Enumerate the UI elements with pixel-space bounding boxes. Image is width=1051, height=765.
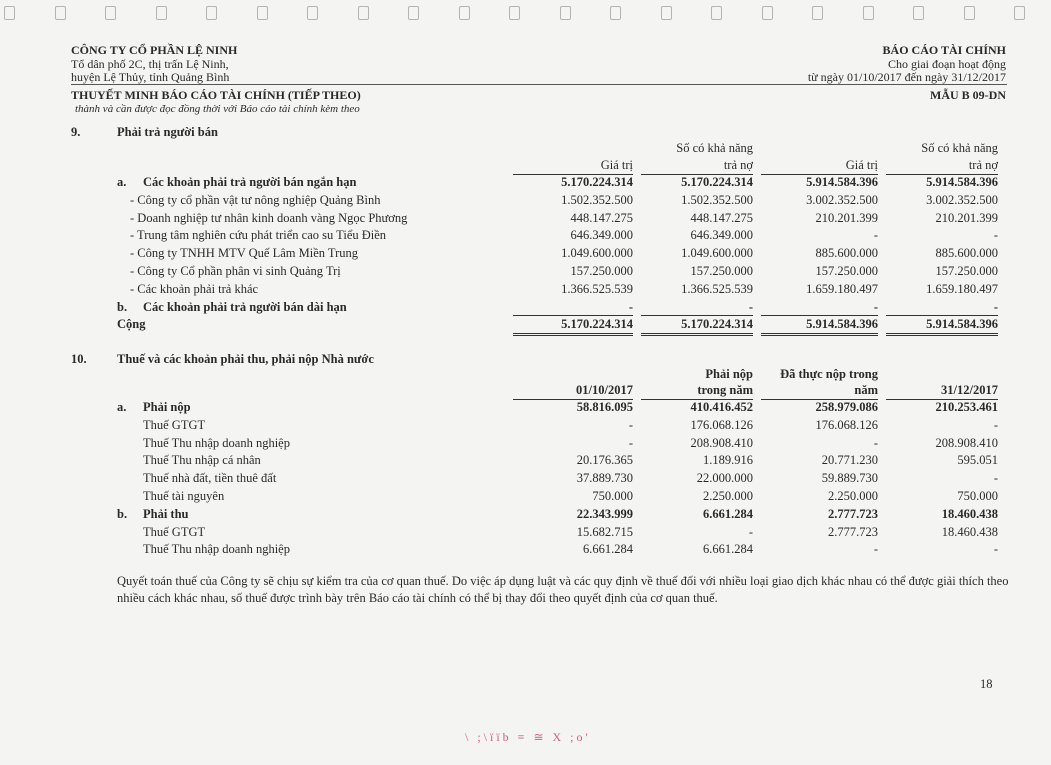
value-col3: - [873, 299, 878, 314]
row-description: - Các khoản phải trả khác [130, 281, 259, 296]
s10-row [0, 524, 1051, 541]
value-col3: 5.914.584.396 [806, 317, 878, 332]
s10-row [0, 488, 1051, 505]
value-col2: 6.661.284 [703, 542, 753, 557]
value-col1: 20.176.365 [576, 453, 633, 468]
value-col2: 646.349.000 [690, 228, 753, 243]
binder-hole [610, 6, 621, 20]
value-col3: 59.889.730 [821, 471, 878, 486]
s10-col3-header-line2: năm [854, 383, 878, 397]
value-col1: - [628, 299, 633, 314]
value-col3: 157.250.000 [815, 264, 878, 278]
value-col1: 448.147.275 [570, 210, 633, 225]
value-col2: 1.189.916 [703, 453, 753, 468]
row-description: Các khoản phải trả người bán dài hạn [143, 299, 347, 314]
value-col4: 5.914.584.396 [926, 175, 998, 189]
binder-hole [509, 6, 520, 20]
row-description: Thuế GTGT [143, 524, 206, 539]
value-col4: 5.914.584.396 [926, 317, 998, 332]
binder-hole [257, 6, 268, 20]
binder-hole [4, 6, 15, 20]
s9-row [0, 281, 1051, 298]
row-description: Thuế nhà đất, tiền thuê đất [143, 471, 277, 486]
row-description: Các khoản phải trả người bán ngắn hạn [143, 175, 357, 189]
value-col3: - [873, 435, 878, 450]
section9-heading [0, 124, 1051, 141]
notes-subtitle: thành và cần được đọc đồng thời với Báo cáo tài chính kèm theo [75, 103, 360, 115]
section10-number: 10. [71, 352, 87, 366]
binder-hole [206, 6, 217, 20]
value-col4: 210.201.399 [935, 210, 998, 225]
s9-row [0, 316, 1051, 333]
report-title: BÁO CÁO TÀI CHÍNH [882, 43, 1006, 57]
value-col3: - [873, 228, 878, 243]
s9-row [0, 299, 1051, 316]
value-col4: 595.051 [957, 453, 998, 468]
binder-hole [408, 6, 419, 20]
value-col4: 18.460.438 [941, 524, 998, 539]
s9-row [0, 227, 1051, 244]
row-description: - Doanh nghiệp tư nhân kinh doanh vàng Ngọc Phương [130, 210, 408, 225]
s9-col2-header-line1: Số có khả năng [676, 141, 753, 155]
binder-hole [156, 6, 167, 20]
value-col1: 1.366.525.539 [561, 281, 633, 296]
value-col3: - [873, 542, 878, 557]
value-col3: 176.068.126 [815, 417, 878, 432]
s10-row [0, 541, 1051, 558]
s9-row [0, 245, 1051, 262]
page-number: 18 [980, 677, 993, 691]
s10-row [0, 452, 1051, 469]
binder-hole [358, 6, 369, 20]
value-col3: 2.250.000 [828, 489, 878, 503]
row-description: Phải nộp [143, 400, 191, 414]
s10-row [0, 399, 1051, 416]
value-col1: 1.502.352.500 [561, 192, 633, 207]
row-label: a. [117, 175, 127, 189]
value-col1: 37.889.730 [576, 471, 633, 486]
binder-hole [560, 6, 571, 20]
value-col2: 1.366.525.539 [681, 281, 753, 296]
binder-hole [1014, 6, 1025, 20]
s9-col1-header: Giá trị [600, 158, 633, 172]
row-description: - Trung tâm nghiên cứu phát triển cao su Tiểu Điền [130, 228, 387, 243]
binder-hole [812, 6, 823, 20]
binder-hole [55, 6, 66, 20]
row-description: Thuế tài nguyên [143, 489, 225, 503]
value-col2: 410.416.452 [690, 400, 753, 414]
value-col4: 1.659.180.497 [926, 281, 998, 296]
tax-settlement-note: Quyết toán thuế của Công ty sẽ chịu sự kiểm tra của cơ quan thuế. Do việc áp dụng luật và các quy định về thuế đối với nhiều loại giao dịch khác nhau có thể được giải thích theo nhiều cách khác nhau, số thuế được trình bày trên Báo cáo tài chính có thể bị thay đổi theo quyết định của cơ quan thuế. [117, 574, 1009, 605]
form-code: MẪU B 09-DN [930, 88, 1006, 102]
value-col4: - [993, 299, 998, 314]
value-col4: 210.253.461 [935, 400, 998, 414]
value-col1: 5.170.224.314 [561, 317, 633, 332]
row-description: Thuế Thu nhập doanh nghiệp [143, 542, 290, 557]
value-col2: 2.250.000 [703, 489, 753, 503]
value-col3: 210.201.399 [815, 210, 878, 225]
s9-col4-header-line2: trả nợ [968, 158, 998, 172]
s10-row [0, 417, 1051, 434]
row-label: b. [117, 299, 128, 314]
binder-hole [105, 6, 116, 20]
s10-col4-header: 31/12/2017 [941, 383, 998, 397]
row-description: Thuế GTGT [143, 417, 206, 432]
report-period-dates: từ ngày 01/10/2017 đến ngày 31/12/2017 [807, 70, 1006, 84]
row-description: - Công ty TNHH MTV Quế Lâm Miền Trung [130, 246, 359, 261]
value-col3: 2.777.723 [828, 524, 878, 539]
value-col4: 750.000 [957, 489, 998, 503]
s9-row [0, 192, 1051, 209]
value-col1: 15.682.715 [576, 524, 633, 539]
company-address-line1: Tổ dân phố 2C, thị trấn Lệ Ninh, [71, 57, 229, 71]
value-col4: 157.250.000 [935, 264, 998, 278]
value-col4: - [993, 542, 998, 557]
section9-header-row1 [0, 140, 1051, 157]
report-period-label: Cho giai đoạn hoạt động [888, 57, 1006, 71]
s9-col2-header-line2: trả nợ [723, 158, 753, 172]
value-col4: 885.600.000 [935, 246, 998, 261]
s10-col2-header-line2: trong năm [697, 383, 753, 397]
binder-hole [711, 6, 722, 20]
value-col4: - [993, 228, 998, 243]
binder-hole [762, 6, 773, 20]
value-col2: 5.170.224.314 [681, 175, 753, 189]
value-col4: - [993, 471, 998, 486]
value-col1: 646.349.000 [570, 228, 633, 243]
section9-header-row2 [0, 157, 1051, 174]
binder-hole [913, 6, 924, 20]
value-col1: 5.170.224.314 [561, 175, 633, 189]
value-col2: 208.908.410 [690, 435, 753, 450]
value-col2: 5.170.224.314 [681, 317, 753, 332]
section9-title: Phải trả người bán [117, 125, 218, 139]
value-col3: 5.914.584.396 [806, 175, 878, 189]
row-description: Phải thu [143, 506, 189, 521]
company-name: CÔNG TY CỔ PHẦN LỆ NINH [71, 43, 238, 57]
s10-col1-header: 01/10/2017 [576, 383, 633, 397]
s10-row [0, 506, 1051, 523]
value-col1: 157.250.000 [570, 264, 633, 278]
section10-header-row2 [0, 382, 1051, 399]
binder-hole [459, 6, 470, 20]
value-col4: - [993, 417, 998, 432]
value-col3: 3.002.352.500 [806, 192, 878, 207]
row-label: a. [117, 400, 127, 414]
row-label: b. [117, 506, 128, 521]
section10-title: Thuế và các khoản phải thu, phải nộp Nhà nước [117, 352, 374, 366]
section9-number: 9. [71, 125, 81, 139]
s10-row [0, 470, 1051, 487]
row-description: Cộng [117, 317, 146, 332]
s10-col3-header-line1: Đã thực nộp trong [780, 367, 878, 381]
value-col4: 3.002.352.500 [926, 192, 998, 207]
binder-holes [0, 0, 1051, 22]
header-divider [71, 84, 1007, 85]
value-col1: 750.000 [592, 489, 633, 503]
row-description: - Công ty cổ phần vật tư nông nghiệp Quảng Bình [130, 192, 381, 207]
value-col4: 208.908.410 [935, 435, 998, 450]
company-address-line2: huyện Lệ Thủy, tỉnh Quảng Bình [71, 70, 230, 84]
value-col1: 58.816.095 [576, 400, 633, 414]
value-col2: 6.661.284 [703, 506, 753, 521]
value-col2: - [748, 299, 753, 314]
value-col2: 1.502.352.500 [681, 192, 753, 207]
binder-hole [661, 6, 672, 20]
value-col4: 18.460.438 [941, 506, 998, 521]
value-col3: 885.600.000 [815, 246, 878, 261]
value-col2: 448.147.275 [690, 210, 753, 225]
value-col1: 6.661.284 [583, 542, 633, 557]
value-col3: 2.777.723 [828, 506, 878, 521]
binder-hole [964, 6, 975, 20]
row-description: Thuế Thu nhập cá nhân [143, 453, 261, 468]
value-col2: 176.068.126 [690, 417, 753, 432]
value-col2: 22.000.000 [696, 471, 753, 486]
row-description: - Công ty Cổ phần phân vi sinh Quảng Trị [130, 264, 341, 278]
section10-header-row1 [0, 366, 1051, 383]
s10-col2-header-line1: Phải nộp [705, 367, 753, 381]
binder-hole [307, 6, 318, 20]
value-col2: - [748, 524, 753, 539]
s9-row [0, 263, 1051, 280]
s9-row [0, 210, 1051, 227]
value-col3: 1.659.180.497 [806, 281, 878, 296]
stamp-mark: \ ;\ïïb ≡ ≅ X ;o' [465, 730, 591, 744]
s10-row [0, 435, 1051, 452]
value-col2: 1.049.600.000 [681, 246, 753, 261]
value-col3: 258.979.086 [815, 400, 878, 414]
value-col1: 22.343.999 [576, 506, 633, 521]
value-col1: 1.049.600.000 [561, 246, 633, 261]
value-col2: 157.250.000 [690, 264, 753, 278]
value-col3: 20.771.230 [821, 453, 878, 468]
row-description: Thuế Thu nhập doanh nghiệp [143, 435, 290, 450]
notes-title: THUYẾT MINH BÁO CÁO TÀI CHÍNH (TIẾP THEO) [71, 88, 361, 102]
value-col1: - [628, 417, 633, 432]
s9-col3-header: Giá trị [845, 158, 878, 172]
s9-col4-header-line1: Số có khả năng [921, 141, 998, 155]
binder-hole [863, 6, 874, 20]
value-col1: - [628, 435, 633, 450]
s9-row [0, 174, 1051, 191]
